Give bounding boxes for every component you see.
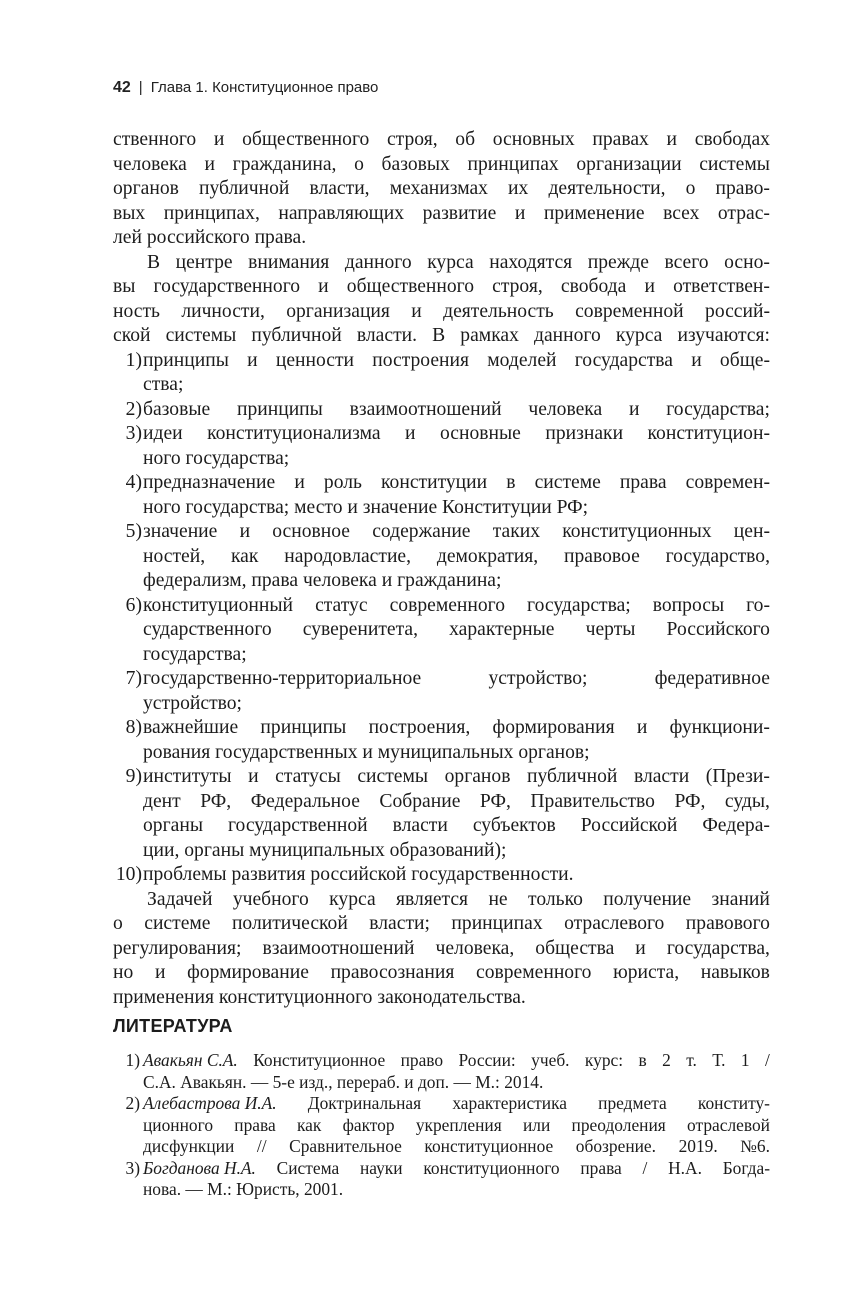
text-line: ции, органы муниципальных образований); [143, 839, 507, 861]
list-item-number: 4) [125, 472, 142, 493]
text-line: но и формирование правосознания современного юриста, навыков [113, 962, 770, 983]
text-line: ность личности, организация и деятельность современной россий- [113, 300, 770, 322]
literature-item: 1) Авакьян С.А. Конституционное право России: учеб. курс: в 2 т. Т. 1 / С.А. Авакьян. — 5-е изд., перераб. и доп. — М.: 2014. [113, 1050, 770, 1093]
text-line: дент РФ, Федеральное Собрание РФ, Правительство РФ, суды, [143, 790, 770, 812]
list-item [113, 716, 770, 765]
text-line: принципы и ценности построения моделей государства и обще- [143, 349, 770, 371]
text-line: государства; [143, 643, 247, 665]
author-name: Алебастрова И.А. [143, 1093, 277, 1113]
text-line: вы государственного и общественного строя, свобода и ответствен- [113, 276, 770, 297]
text-line: вых принципах, направляющих развитие и применение всех отрас- [113, 202, 770, 224]
text-line: конституционный статус современного государства; вопросы го- [143, 594, 770, 616]
text-line: ционного права как фактор укрепления или преодоления отраслевой [143, 1114, 770, 1135]
list-item [113, 398, 770, 423]
text-line: идеи конституционализма и основные признаки конституцион- [143, 423, 770, 444]
text-line: Задачей учебного курса является не только получение знаний [147, 888, 770, 910]
paragraph [113, 888, 770, 1011]
text-line: дисфункции // Сравнительное конституционное обозрение. 2019. №6. [143, 1136, 770, 1156]
list-item-number: 2) [125, 1093, 140, 1113]
text-line: органов публичной власти, механизмах их деятельности, о право- [113, 178, 770, 199]
text-line: ностей, как народовластие, демократия, правовое государство, [143, 545, 770, 567]
list-item [113, 422, 770, 471]
text-line: применения конституционного законодательства. [113, 986, 526, 1008]
text-line: устройство; [143, 692, 242, 714]
list-item-number: 8) [125, 717, 142, 738]
text-line: регулирования; взаимоотношений человека, общества и государства, [113, 937, 770, 959]
list-item-number: 7) [125, 668, 142, 689]
text-line: о системе политической власти; принципах отраслевого правового [113, 913, 770, 934]
text-line: ного государства; [143, 447, 290, 469]
list-item-number: 3) [125, 1157, 140, 1178]
text-line: С.А. Авакьян. — 5-е изд., перераб. и доп. — М.: 2014. [143, 1071, 544, 1092]
paragraph [113, 251, 770, 349]
list-item [113, 471, 770, 520]
list-item-number: 10) [115, 864, 142, 885]
text-line: федерализм, права человека и гражданина; [143, 570, 502, 591]
literature-heading: ЛИТЕРАТУРА [113, 1016, 233, 1036]
body-text [113, 128, 770, 1010]
literature-list [113, 1050, 770, 1201]
header-separator: | [138, 79, 143, 96]
list-item [113, 594, 770, 668]
text-line: нова. — М.: Юристь, 2001. [143, 1179, 344, 1199]
author-name: Богданова Н.А. [143, 1157, 256, 1178]
list-item-number: 1) [125, 1050, 140, 1070]
text-line: предназначение и роль конституции в системе права современ- [143, 472, 770, 493]
text-line: человека и гражданина, о базовых принципах организации системы [113, 153, 770, 175]
list-item-number: 6) [125, 594, 142, 616]
list-item-number: 9) [125, 766, 142, 787]
text-line: важнейшие принципы построения, формирования и функциони- [143, 717, 770, 738]
list-item-number: 1) [125, 349, 142, 371]
text-line: сударственного суверенитета, характерные черты Российского [143, 619, 770, 640]
text-line: государственно-территориальное устройство; федеративное [143, 668, 770, 689]
author-name: Авакьян С.А. [143, 1050, 238, 1070]
page-number: 42 [113, 79, 131, 96]
list-item [113, 667, 770, 716]
text-line: ства; [143, 374, 184, 395]
list-item-number: 3) [125, 423, 142, 444]
list-item [113, 520, 770, 594]
literature-item: 3) Богданова Н.А. Система науки конституционного права / Н.А. Богда- нова. — М.: Юристь, 2001. [113, 1158, 770, 1201]
text-line: ного государства; место и значение Конституции РФ; [143, 496, 589, 518]
text-line: институты и статусы системы органов публичной власти (Прези- [143, 766, 770, 787]
text-line: рования государственных и муниципальных органов; [143, 741, 590, 763]
text-line: проблемы развития российской государственности. [143, 864, 574, 885]
list-item [113, 765, 770, 863]
chapter-title: Глава 1. Конституционное право [150, 79, 379, 96]
text-line: В центре внимания данного курса находятся прежде всего осно- [147, 251, 770, 273]
list-item-number: 2) [125, 398, 142, 420]
paragraph [113, 128, 770, 251]
text-line: базовые принципы взаимоотношений человека и государства; [143, 398, 770, 420]
list-item [113, 349, 770, 398]
text-line: органы государственной власти субъектов Российской Федера- [143, 815, 770, 836]
list-item-number: 5) [125, 521, 142, 542]
text-line: ственного и общественного строя, об основных правах и свободах [113, 129, 770, 150]
text-line: значение и основное содержание таких конституционных цен- [143, 521, 770, 542]
text-line: лей российского права. [113, 227, 307, 248]
list-item [113, 863, 770, 888]
literature-item: 2) Алебастрова И.А. Доктринальная характеристика предмета конститу- ционного права как фактор укрепления или преодоления отраслевой дисфункции // Сравнительное конституционное обозрение. 2019. №6. [113, 1093, 770, 1158]
text-line: ской системы публичной власти. В рамках данного курса изучаются: [113, 325, 770, 346]
running-head [113, 79, 378, 97]
numbered-list [113, 349, 770, 888]
